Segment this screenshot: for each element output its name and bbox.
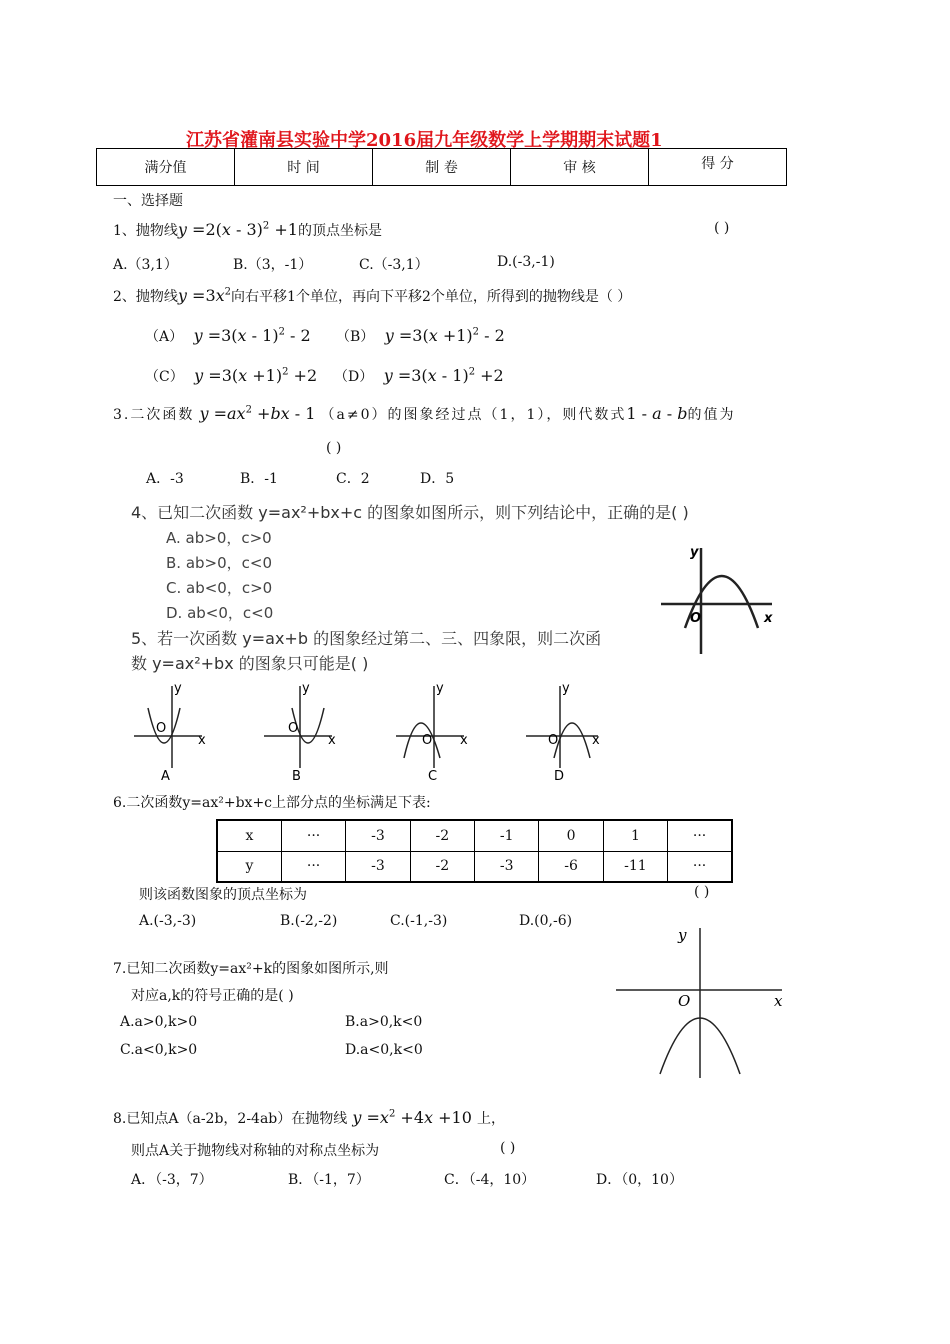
q5-label-a: A xyxy=(161,769,170,784)
q4-option-d: D. ab<0，c<0 xyxy=(166,604,274,622)
q2-formula-a: y =3(x - 1)$^2$ - 2 xyxy=(193,326,311,345)
q3-answer-paren: ( ) xyxy=(326,440,342,456)
q2-option-a xyxy=(145,326,311,346)
table-cell: ··· xyxy=(668,851,732,882)
q1-answer-paren: ( ) xyxy=(714,220,730,236)
q5-c-x: x xyxy=(460,733,468,748)
score-cell: 得 分 xyxy=(649,149,787,186)
q5-graph-b xyxy=(264,681,336,784)
question-8 xyxy=(113,1108,505,1128)
q1-option-d: D.(-3,-1) xyxy=(497,254,555,270)
table-cell: ··· xyxy=(281,820,345,851)
q7-x-label: x xyxy=(774,992,783,1010)
q2-option-c xyxy=(145,366,317,386)
q7-option-b: B.a>0,k<0 xyxy=(345,1014,423,1030)
table-cell: ··· xyxy=(281,851,345,882)
question-1 xyxy=(113,220,382,240)
q2-formula: $y =3x^2$ xyxy=(177,286,232,305)
q2-label-a: （A） xyxy=(145,329,184,345)
q5-b-o: O xyxy=(288,721,299,736)
q1-prefix: 1、抛物线 xyxy=(113,223,178,239)
q7-y-label: y xyxy=(678,926,687,944)
q4-graph xyxy=(656,536,786,658)
q6-option-a: A.(-3,-3) xyxy=(139,913,197,929)
table-cell: 1 xyxy=(603,820,667,851)
table-cell: -6 xyxy=(539,851,603,882)
q6-option-d: D.(0,-6) xyxy=(519,913,573,929)
q8-option-a: A．（-3，7） xyxy=(131,1172,213,1188)
table-cell: 0 xyxy=(539,820,603,851)
table-cell: -3 xyxy=(475,851,539,882)
q5-graph-a xyxy=(134,681,206,784)
q2-suffix: 向右平移1个单位，再向下平移2个单位，所得到的抛物线是（ ） xyxy=(231,289,632,305)
q5-d-x: x xyxy=(592,733,600,748)
question-5-line2: 数 y=ax²+bx 的图象只可能是( ) xyxy=(131,654,369,673)
q3-expression: 1 - a - b xyxy=(626,404,688,423)
q7-option-c: C.a<0,k>0 xyxy=(120,1042,198,1058)
table-cell: -2 xyxy=(410,851,474,882)
q3-middle: （a≠0）的图象经过点（1，1），则代数式 xyxy=(320,407,627,423)
question-2 xyxy=(113,286,631,306)
q5-label-c: C xyxy=(428,769,438,784)
table-cell: -3 xyxy=(346,851,410,882)
table-cell: -2 xyxy=(410,820,474,851)
q4-origin-label: O xyxy=(690,611,702,626)
q2-label-c: （C） xyxy=(145,369,184,385)
q8-suffix: 上， xyxy=(476,1111,505,1127)
question-5-line1: 5、若一次函数 y=ax+b 的图象经过第二、三、四象限，则二次函 xyxy=(131,629,602,648)
table-cell: ··· xyxy=(668,820,732,851)
q4-option-c: C. ab<0，c>0 xyxy=(166,579,273,597)
table-cell: -3 xyxy=(346,820,410,851)
q8-option-d: D．（0，10） xyxy=(596,1172,683,1188)
q2-option-d xyxy=(334,366,504,386)
q2-formula-b: $y =3(x +1)^2 - 2$ xyxy=(384,326,505,345)
table-cell: x xyxy=(217,820,281,851)
score-table xyxy=(96,148,787,186)
q5-b-y: y xyxy=(302,681,310,696)
score-cell: 满分值 xyxy=(97,149,235,186)
q1-option-a: A.（3,1） xyxy=(113,257,178,273)
page-title: 江苏省灌南县实验中学2016届九年级数学上学期期末试题1 xyxy=(186,130,663,151)
q5-b-x: x xyxy=(328,733,336,748)
q2-formula-c: $y =3(x +1)^2 +2$ xyxy=(194,366,318,385)
score-cell: 时 间 xyxy=(235,149,373,186)
q6-option-b: B.(-2,-2) xyxy=(280,913,338,929)
q8-answer-paren: ( ) xyxy=(500,1140,516,1156)
q1-option-c: C.（-3,1） xyxy=(359,257,429,273)
question-6: 6.二次函数y=ax²+bx+c上部分点的坐标满足下表: xyxy=(113,795,431,811)
question-4: 4、已知二次函数 y=ax²+bx+c 的图象如图所示，则下列结论中，正确的是( ) xyxy=(131,503,689,522)
q3-option-b: B．-1 xyxy=(240,471,278,487)
q4-y-label: y xyxy=(690,545,699,560)
table-cell: y xyxy=(217,851,281,882)
table-cell: -1 xyxy=(475,820,539,851)
q1-formula: y =2(x - 3)$^2$ +1 xyxy=(177,220,298,239)
q2-prefix: 2、抛物线 xyxy=(113,289,178,305)
q5-a-x: x xyxy=(198,733,206,748)
q5-c-o: O xyxy=(422,733,433,748)
q6-ask: 则该函数图象的顶点坐标为 xyxy=(139,887,307,903)
q5-graphs xyxy=(128,678,608,788)
q5-label-d: D xyxy=(554,769,565,784)
q2-label-b: （B） xyxy=(336,329,375,345)
q7-option-d: D.a<0,k<0 xyxy=(345,1042,423,1058)
table-row xyxy=(217,820,732,851)
question-7-line2: 对应a,k的符号正确的是( ) xyxy=(131,988,294,1004)
q8-line2: 则点A关于抛物线对称轴的对称点坐标为 xyxy=(131,1143,380,1159)
q8-formula: $y =x^2 +4x +10$ xyxy=(352,1108,477,1127)
q3-formula: $y =ax^2 +bx - 1$ xyxy=(199,404,321,423)
q6-value-table xyxy=(216,819,733,883)
q3-prefix: 3.二次函数 xyxy=(113,407,195,423)
q3-option-d: D．5 xyxy=(420,471,455,487)
q7-option-a: A.a>0,k>0 xyxy=(120,1014,198,1030)
q7-origin-label: O xyxy=(678,992,691,1010)
question-7-line1: 7.已知二次函数y=ax²+k的图象如图所示,则 xyxy=(113,961,389,977)
q8-prefix: 8.已知点A（a-2b，2-4ab）在抛物线 xyxy=(113,1111,348,1127)
q4-option-a: A. ab>0，c>0 xyxy=(166,529,272,547)
score-cell: 审 核 xyxy=(511,149,649,186)
q5-d-o: O xyxy=(548,733,559,748)
q8-option-b: B．（-1，7） xyxy=(288,1172,370,1188)
q5-label-b: B xyxy=(292,769,301,784)
q4-option-b: B. ab>0，c<0 xyxy=(166,554,273,572)
q5-graph-d xyxy=(526,681,600,784)
q8-option-c: C．（-4，10） xyxy=(444,1172,536,1188)
q5-a-y: y xyxy=(174,681,182,696)
score-cell: 制 卷 xyxy=(373,149,511,186)
q6-answer-paren: ( ) xyxy=(694,884,710,900)
table-cell: -11 xyxy=(603,851,667,882)
q5-c-y: y xyxy=(436,681,444,696)
q3-option-c: C．2 xyxy=(336,471,370,487)
q3-suffix: 的值为 xyxy=(687,407,736,423)
q2-formula-d: y =3(x - 1)$^2$ +2 xyxy=(383,366,504,385)
q5-d-y: y xyxy=(562,681,570,696)
q2-label-d: （D） xyxy=(334,369,374,385)
q1-suffix: 的顶点坐标是 xyxy=(297,223,382,239)
q5-graph-c xyxy=(396,681,468,784)
q4-x-label: x xyxy=(764,611,773,626)
q7-graph xyxy=(612,922,792,1080)
q5-a-o: O xyxy=(156,721,167,736)
q3-option-a: A．-3 xyxy=(146,471,184,487)
q1-option-b: B.（3，-1） xyxy=(233,257,313,273)
section-heading: 一、选择题 xyxy=(113,193,183,209)
q2-option-b xyxy=(336,326,505,346)
q6-option-c: C.(-1,-3) xyxy=(390,913,448,929)
question-3 xyxy=(113,404,736,424)
table-row xyxy=(217,851,732,882)
